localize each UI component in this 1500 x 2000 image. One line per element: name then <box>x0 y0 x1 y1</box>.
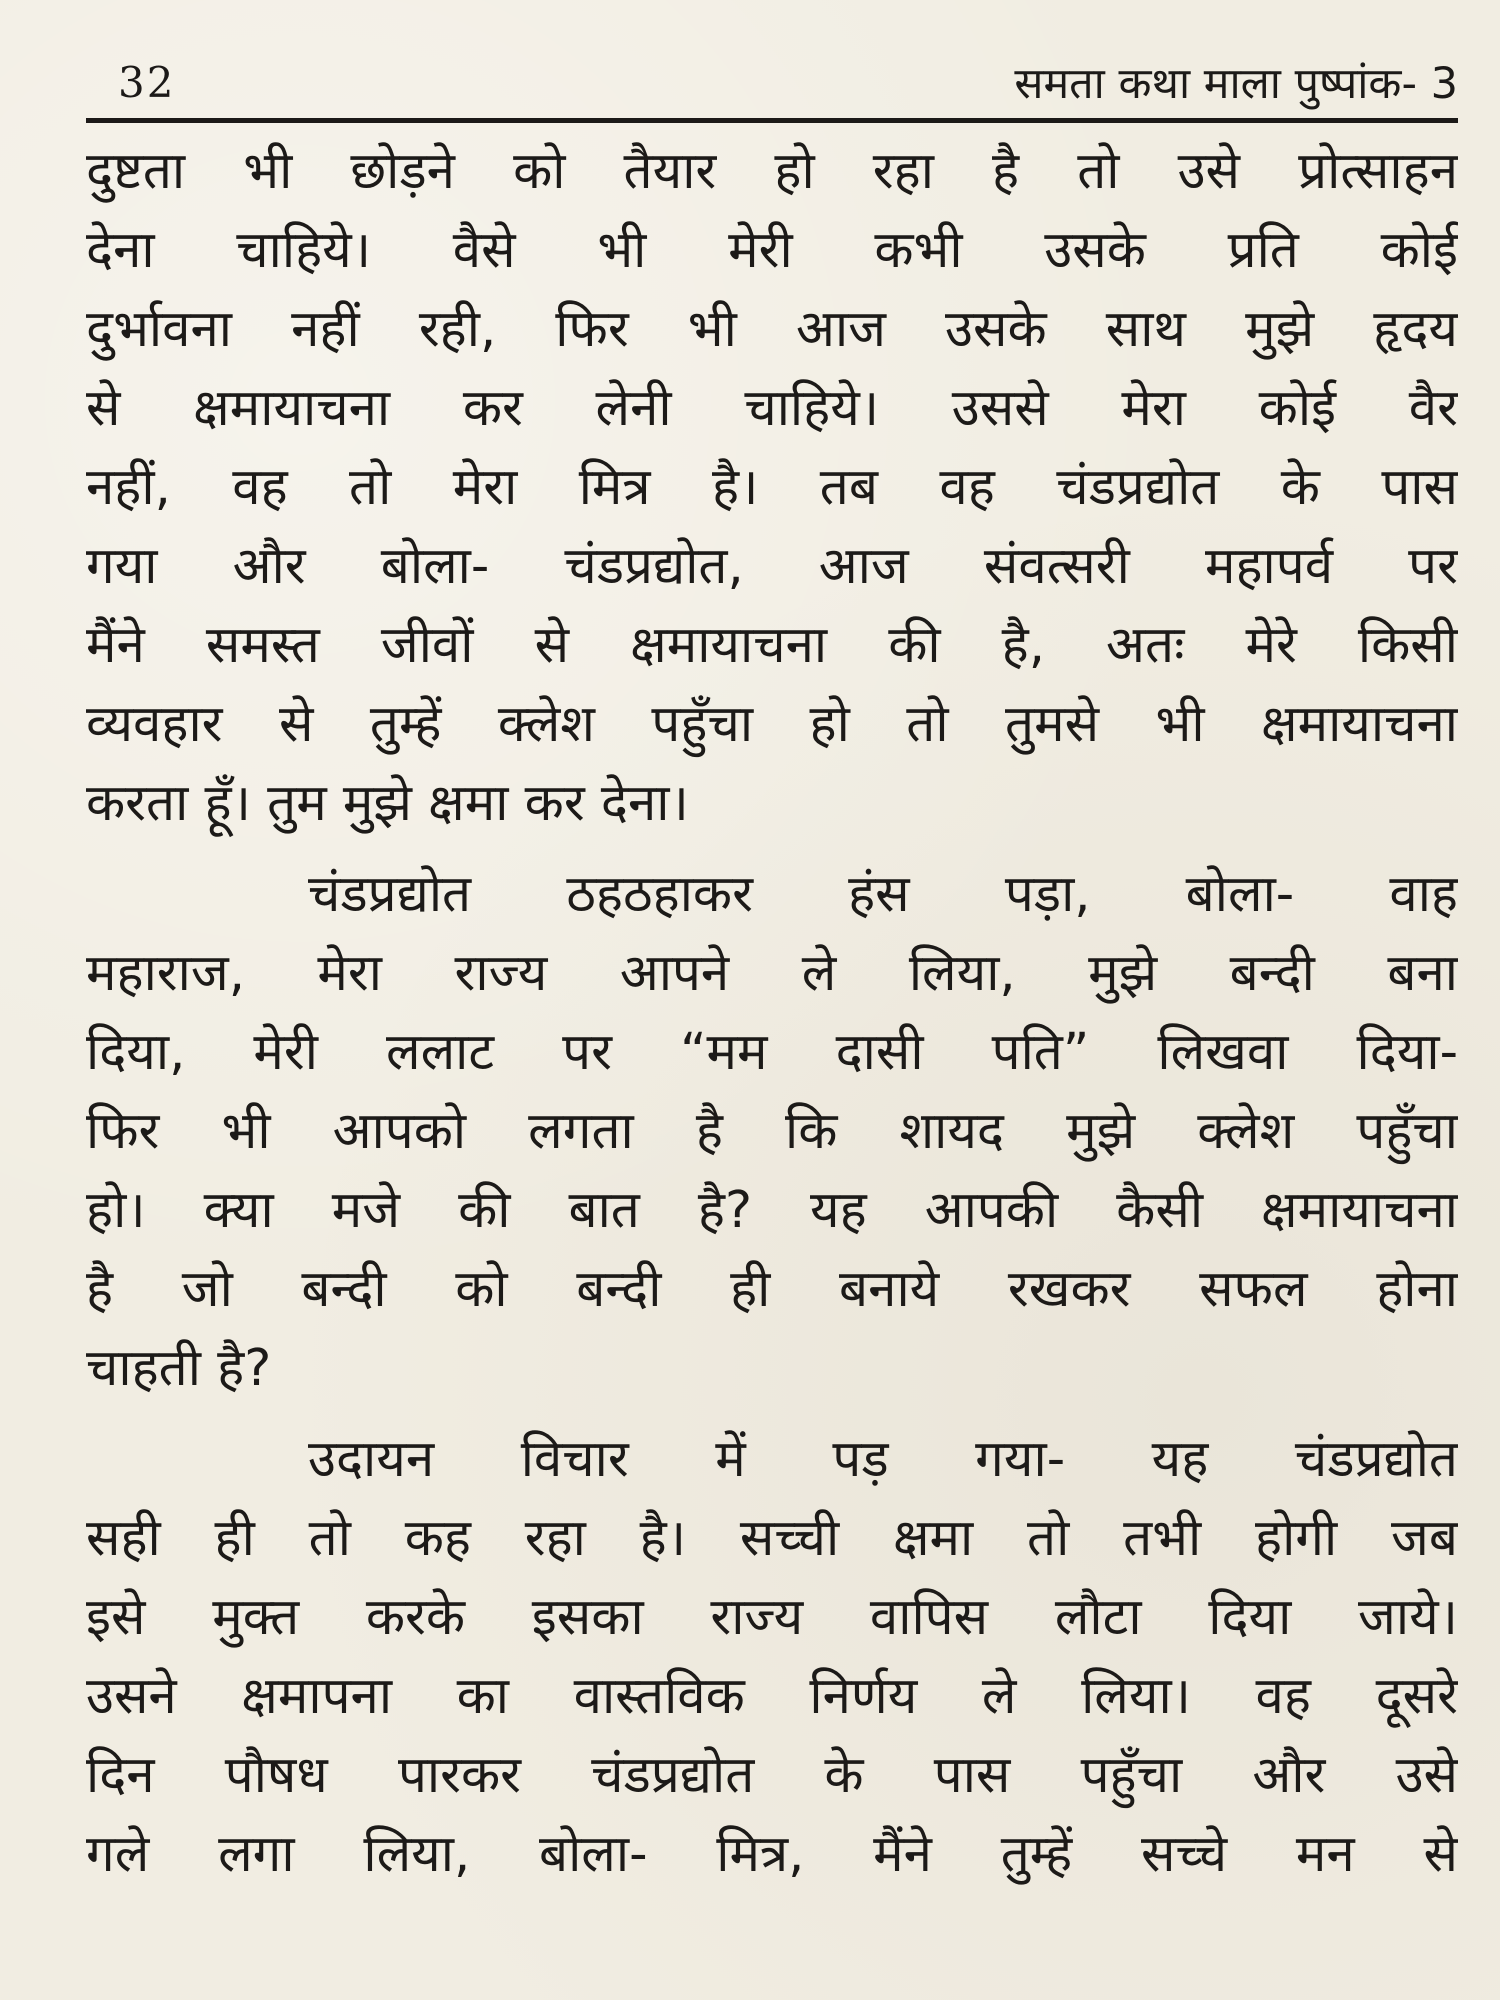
text-line: व्यवहार से तुम्हें क्लेश पहुँचा हो तो तुमसे भी क्षमायाचना <box>86 695 1458 754</box>
paragraph-gap <box>86 1408 1458 1420</box>
text-line: से क्षमायाचना कर लेनी चाहिये। उससे मेरा कोई वैर <box>86 379 1458 438</box>
text-line: चाहती है? <box>86 1339 272 1398</box>
paragraph-gap <box>86 843 1458 855</box>
text-line: दिया, मेरी ललाट पर “मम दासी पति” लिखवा दिया- <box>86 1023 1458 1082</box>
page-header <box>118 52 1458 118</box>
text-line: हो। क्या मजे की बात है? यह आपकी कैसी क्षमायाचना <box>86 1181 1458 1240</box>
text-line: महाराज, मेरा राज्य आपने ले लिया, मुझे बन्दी बना <box>86 944 1458 1003</box>
text-line: दिन पौषध पारकर चंडप्रद्योत के पास पहुँचा और उसे <box>86 1746 1458 1805</box>
text-line: है जो बन्दी को बन्दी ही बनाये रखकर सफल होना <box>86 1260 1458 1319</box>
running-title: समता कथा माला पुष्पांक- 3 <box>1014 59 1458 109</box>
text-line: करता हूँ। तुम मुझे क्षमा कर देना। <box>86 774 689 833</box>
text-line: मैंने समस्त जीवों से क्षमायाचना की है, अतः मेरे किसी <box>86 616 1458 675</box>
header-rule <box>86 118 1458 123</box>
page-number: 32 <box>118 58 176 107</box>
text-line: फिर भी आपको लगता है कि शायद मुझे क्लेश पहुँचा <box>86 1102 1458 1161</box>
text-line: दुष्टता भी छोड़ने को तैयार हो रहा है तो उसे प्रोत्साहन <box>86 142 1458 201</box>
text-line: इसे मुक्त करके इसका राज्य वापिस लौटा दिया जाये। <box>86 1588 1458 1647</box>
text-line: गया और बोला- चंडप्रद्योत, आज संवत्सरी महापर्व पर <box>86 537 1458 596</box>
text-line: उसने क्षमापना का वास्तविक निर्णय ले लिया। वह दूसरे <box>86 1667 1458 1726</box>
text-line: उदायन विचार में पड़ गया- यह चंडप्रद्योत <box>308 1430 1458 1489</box>
page-body <box>86 132 1458 1894</box>
paragraph-2 <box>86 855 1458 1408</box>
text-line: दुर्भावना नहीं रही, फिर भी आज उसके साथ मुझे हृदय <box>86 300 1458 359</box>
paragraph-3 <box>86 1420 1458 1894</box>
paragraph-1 <box>86 132 1458 843</box>
text-line: देना चाहिये। वैसे भी मेरी कभी उसके प्रति कोई <box>86 221 1458 280</box>
text-line: गले लगा लिया, बोला- मित्र, मैंने तुम्हें सच्चे मन से <box>86 1825 1458 1884</box>
text-line: सही ही तो कह रहा है। सच्ची क्षमा तो तभी होगी जब <box>86 1509 1458 1568</box>
text-line: नहीं, वह तो मेरा मित्र है। तब वह चंडप्रद्योत के पास <box>86 458 1458 517</box>
text-line: चंडप्रद्योत ठहठहाकर हंस पड़ा, बोला- वाह <box>308 865 1458 924</box>
